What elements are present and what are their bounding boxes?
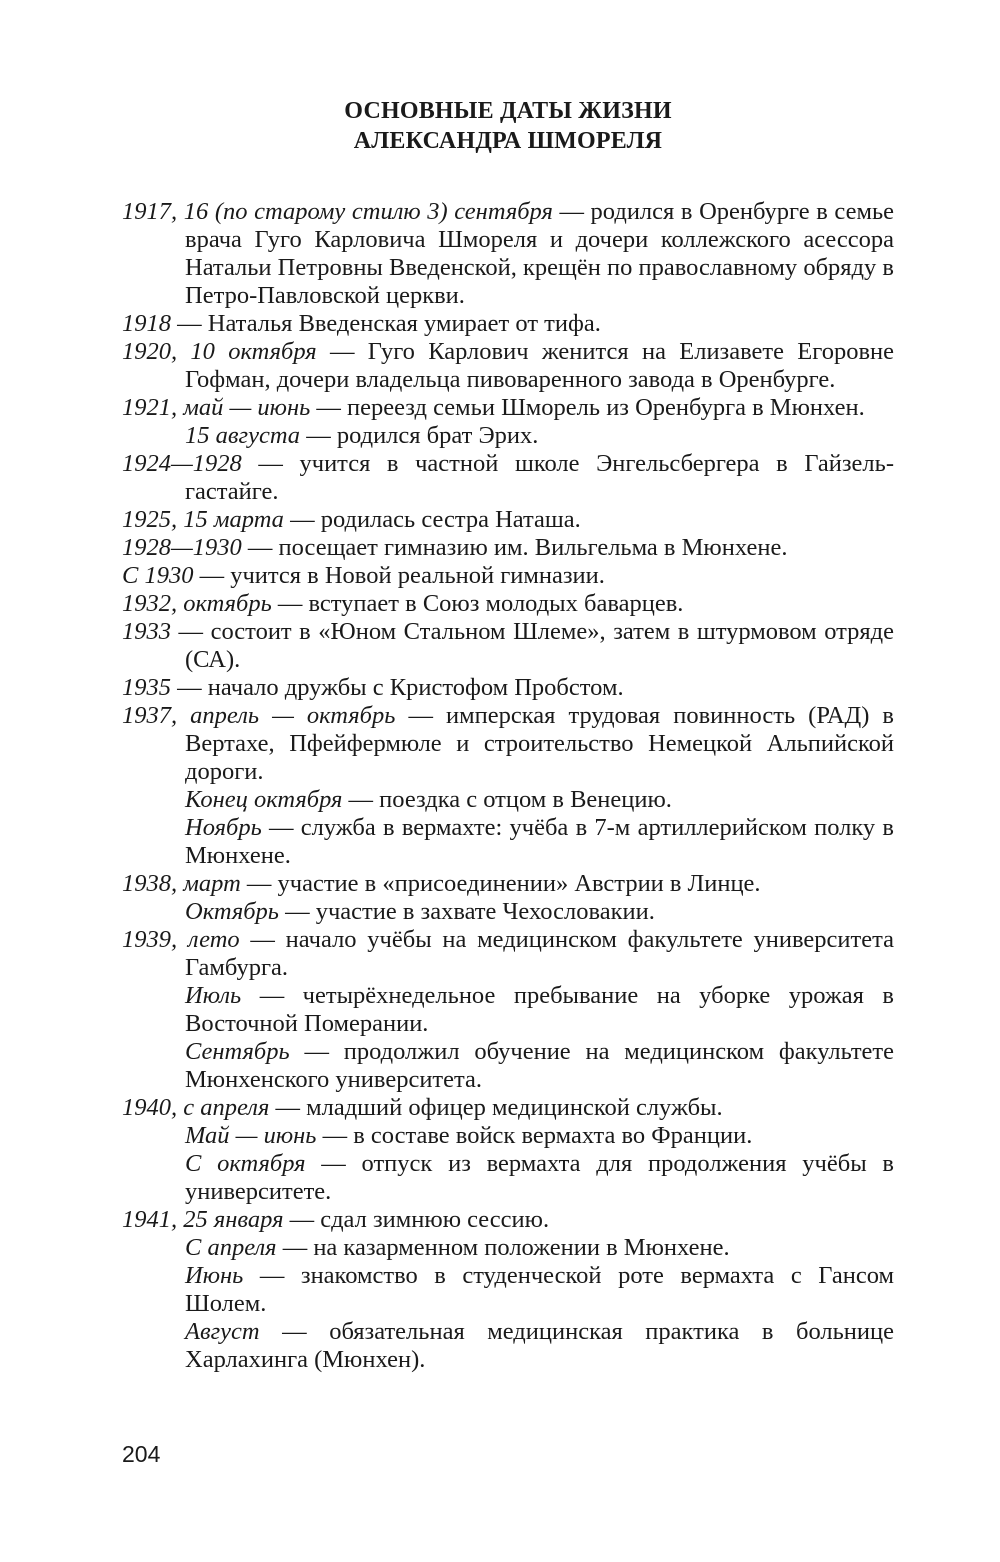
chronology-entry	[122, 1094, 894, 1122]
entry-date: 1921, май — июнь	[122, 394, 311, 421]
entry-text: — переезд семьи Шморель из Оренбурга в Мюнхен.	[310, 394, 865, 421]
chronology-entry	[122, 674, 894, 702]
entry-text: — участие в «присоединении» Австрии в Линце.	[240, 870, 761, 897]
chronology-entry	[122, 394, 894, 422]
chronology-entry	[122, 506, 894, 534]
chronology-entry	[122, 198, 894, 310]
entry-text: — знакомство в студенческой роте вермахта с Гансом Шолем.	[185, 1262, 894, 1317]
entry-date: 15 августа	[185, 422, 301, 449]
entry-date: 1937, апрель — октябрь	[122, 702, 396, 729]
entry-date: С октября	[185, 1150, 306, 1177]
entry-text: — участие в захвате Чехословакии.	[278, 898, 655, 925]
chronology-entry	[122, 702, 894, 786]
entry-text: — посещает гимназию им. Вильгельма в Мюнхене.	[241, 534, 788, 561]
entry-text: — учится в частной школе Энгельсбергера в Гайзельгастайге.	[185, 450, 894, 505]
entry-text: — продолжил обучение на медицинском факультете Мюнхенского университета.	[185, 1038, 894, 1093]
entry-date: 1917, 16 (по старому стилю 3) сентября	[122, 198, 553, 225]
chronology-subentry	[122, 982, 894, 1038]
entry-date: 1933	[122, 618, 171, 645]
entry-text: — служба в вермахте: учёба в 7-м артиллерийском полку в Мюнхене.	[185, 814, 894, 869]
entry-date: Конец октября	[185, 786, 343, 813]
entry-text: — отпуск из вермахта для продолжения учёбы в университете.	[185, 1150, 894, 1205]
entry-text: — состоит в «Юном Стальном Шлеме», затем в штурмовом отряде (СА).	[171, 618, 894, 673]
entry-text: — родился брат Эрих.	[300, 422, 539, 449]
chronology-entry	[122, 926, 894, 982]
chronology-subentry	[122, 786, 894, 814]
page-number: 204	[122, 1441, 161, 1467]
chronology-list	[122, 198, 894, 1374]
chronology-subentry	[122, 1262, 894, 1318]
entry-date: С 1930	[122, 562, 194, 589]
chronology-entry	[122, 618, 894, 674]
entry-date: 1941, 25 января	[122, 1206, 284, 1233]
chronology-entry	[122, 562, 894, 590]
chronology-entry	[122, 1206, 894, 1234]
entry-date: Июнь	[185, 1262, 244, 1289]
chronology-subentry	[122, 1318, 894, 1374]
page-title	[122, 96, 894, 156]
entry-text: — имперская трудовая повинность (РАД) в Вертахе, Пфейфермюле и строительство Немецкой Альпийской дороги.	[185, 702, 895, 785]
chronology-subentry	[122, 1038, 894, 1094]
entry-date: 1932, октябрь	[122, 590, 272, 617]
entry-text: — в составе войск вермахта во Франции.	[316, 1122, 753, 1149]
entry-text: — родился в Оренбурге в семье врача Гуго Карловича Шмореля и дочери коллежского асессора Натальи Петровны Введенской, крещён по православному обряду в Петро-Павловской церкви.	[185, 198, 894, 309]
entry-text: — на казарменном положении в Мюнхене.	[276, 1234, 730, 1261]
chronology-entry	[122, 870, 894, 898]
entry-date: Ноябрь	[185, 814, 262, 841]
entry-date: Октябрь	[185, 898, 279, 925]
entry-date: С апреля	[185, 1234, 277, 1261]
title-line-2: АЛЕКСАНДРА ШМОРЕЛЯ	[353, 128, 663, 154]
chronology-entry	[122, 450, 894, 506]
book-page	[122, 96, 894, 1374]
entry-date: 1939, лето	[122, 926, 240, 953]
title-line-1: ОСНОВНЫЕ ДАТЫ ЖИЗНИ	[344, 98, 672, 124]
chronology-subentry	[122, 1234, 894, 1262]
chronology-entry	[122, 338, 894, 394]
entry-date: Июль	[185, 982, 242, 1009]
entry-date: 1920, 10 октября	[122, 338, 317, 365]
entry-date: 1924—1928	[122, 450, 242, 477]
entry-date: Август	[185, 1318, 260, 1345]
chronology-entry	[122, 534, 894, 562]
entry-text: — Гуго Карлович женится на Елизавете Егоровне Гофман, дочери владельца пивоваренного завода в Оренбурге.	[185, 338, 895, 393]
entry-date: 1918	[122, 310, 171, 337]
chronology-entry	[122, 310, 894, 338]
entry-text: — младший офицер медицинской службы.	[269, 1094, 723, 1121]
chronology-subentry	[122, 1122, 894, 1150]
entry-text: — начало дружбы с Кристофом Пробстом.	[171, 674, 624, 701]
chronology-subentry	[122, 898, 894, 926]
entry-text: — сдал зимнюю сессию.	[283, 1206, 550, 1233]
entry-date: 1938, март	[122, 870, 241, 897]
entry-date: 1940, с апреля	[122, 1094, 270, 1121]
chronology-subentry	[122, 814, 894, 870]
entry-date: 1928—1930	[122, 534, 242, 561]
chronology-subentry	[122, 1150, 894, 1206]
entry-text: — вступает в Союз молодых баварцев.	[271, 590, 684, 617]
entry-text: — поездка с отцом в Венецию.	[342, 786, 672, 813]
chronology-entry	[122, 590, 894, 618]
chronology-subentry	[122, 422, 894, 450]
entry-text: — учится в Новой реальной гимназии.	[193, 562, 605, 589]
entry-date: Май — июнь	[185, 1122, 317, 1149]
entry-text: — четырёхнедельное пребывание на уборке урожая в Восточной Померании.	[185, 982, 894, 1037]
entry-text: — родилась сестра Наташа.	[283, 506, 581, 533]
entry-date: Сентябрь	[185, 1038, 290, 1065]
entry-text: — Наталья Введенская умирает от тифа.	[171, 310, 601, 337]
entry-text: — начало учёбы на медицинском факультете университета Гамбурга.	[185, 926, 894, 981]
entry-text: — обязательная медицинская практика в больнице Харлахинга (Мюнхен).	[185, 1318, 894, 1373]
entry-date: 1935	[122, 674, 171, 701]
entry-date: 1925, 15 марта	[122, 506, 284, 533]
